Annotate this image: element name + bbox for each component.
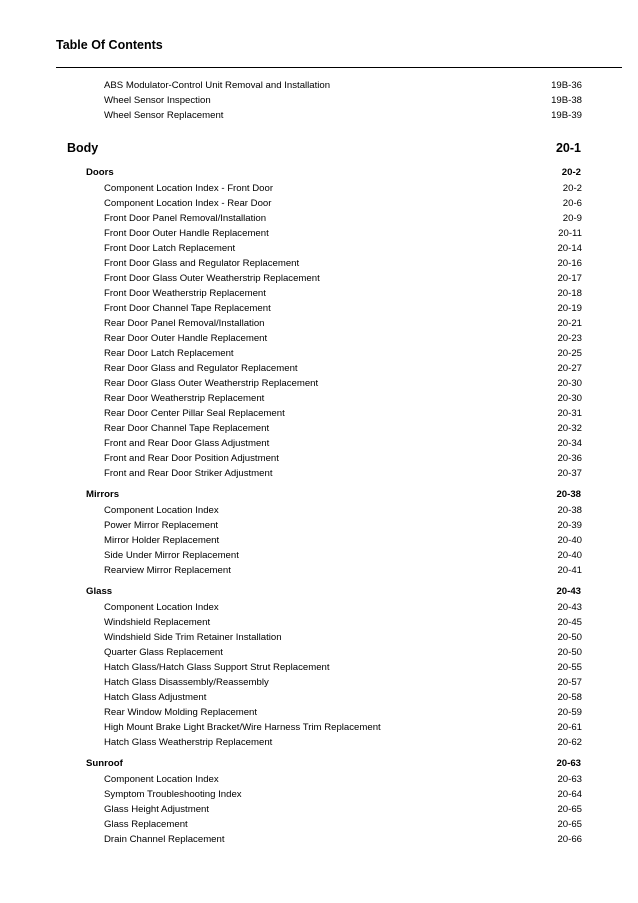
toc-entry-page-number: 20-21 — [557, 318, 582, 329]
toc-section-page-number: 20-43 — [556, 586, 581, 597]
toc-entry-label: Glass Height Adjustment — [104, 804, 210, 815]
toc-entry-page-number: 20-64 — [557, 789, 582, 800]
toc-entry-page-number: 20-2 — [562, 183, 582, 194]
toc-chapter-label: Body — [67, 141, 99, 155]
toc-entry-page-number: 20-30 — [557, 378, 582, 389]
toc-entry-page-number: 19B-39 — [551, 110, 582, 121]
toc-entry[interactable] — [0, 466, 582, 481]
title-divider — [56, 67, 622, 68]
toc-entry[interactable] — [0, 436, 582, 451]
toc-entry-label: Front and Rear Door Position Adjustment — [104, 453, 279, 464]
toc-entry[interactable] — [0, 346, 582, 361]
toc-entry[interactable] — [0, 286, 582, 301]
toc-entry-label: Rear Door Channel Tape Replacement — [104, 423, 270, 434]
toc-entry-label: Mirror Holder Replacement — [104, 535, 220, 546]
toc-entry-page-number: 20-9 — [562, 213, 582, 224]
toc-entry[interactable] — [0, 518, 582, 533]
toc-entry-label: Rear Door Center Pillar Seal Replacement — [104, 408, 285, 419]
toc-entry[interactable] — [0, 331, 582, 346]
toc-entry[interactable] — [0, 226, 582, 241]
toc-entry-page-number: 20-65 — [557, 804, 582, 815]
toc-entry-label: Rear Door Glass and Regulator Replacement — [104, 363, 298, 374]
toc-entry[interactable] — [0, 78, 582, 93]
toc-section-page-number: 20-38 — [556, 489, 581, 500]
table-of-contents — [0, 78, 638, 847]
toc-entry[interactable] — [0, 772, 582, 787]
toc-section[interactable] — [0, 487, 581, 503]
toc-entry-label: High Mount Brake Light Bracket/Wire Harness Trim Replacement — [104, 722, 381, 733]
toc-entry[interactable] — [0, 241, 582, 256]
toc-section-label: Mirrors — [86, 489, 120, 500]
toc-entry-label: Component Location Index — [104, 602, 219, 613]
toc-entry-page-number: 20-18 — [557, 288, 582, 299]
page-title: Table Of Contents — [56, 38, 163, 52]
toc-entry-page-number: 20-25 — [557, 348, 582, 359]
toc-entry[interactable] — [0, 615, 582, 630]
toc-entry-page-number: 20-30 — [557, 393, 582, 404]
toc-entry-page-number: 20-65 — [557, 819, 582, 830]
toc-entry[interactable] — [0, 376, 582, 391]
toc-entry-label: Front Door Panel Removal/Installation — [104, 213, 267, 224]
toc-entry-page-number: 20-38 — [557, 505, 582, 516]
toc-entry-page-number: 20-32 — [557, 423, 582, 434]
toc-section[interactable] — [0, 756, 581, 772]
toc-entry-label: Rear Door Weatherstrip Replacement — [104, 393, 265, 404]
toc-entry-label: Hatch Glass Weatherstrip Replacement — [104, 737, 273, 748]
toc-entry-label: Glass Replacement — [104, 819, 188, 830]
toc-entry[interactable] — [0, 361, 582, 376]
toc-section-page-number: 20-63 — [556, 758, 581, 769]
toc-entry-page-number: 20-17 — [557, 273, 582, 284]
toc-entry-label: Front Door Outer Handle Replacement — [104, 228, 269, 239]
toc-entry-page-number: 20-23 — [557, 333, 582, 344]
toc-entry[interactable] — [0, 600, 582, 615]
toc-entry-page-number: 20-62 — [557, 737, 582, 748]
toc-entry-page-number: 20-58 — [557, 692, 582, 703]
toc-entry-label: Component Location Index - Front Door — [104, 183, 274, 194]
toc-entry-label: Front Door Channel Tape Replacement — [104, 303, 271, 314]
toc-chapter[interactable] — [0, 137, 581, 159]
toc-entry-label: Hatch Glass Disassembly/Reassembly — [104, 677, 269, 688]
toc-entry-label: Front Door Glass and Regulator Replacement — [104, 258, 300, 269]
toc-entry-page-number: 20-43 — [557, 602, 582, 613]
toc-entry-page-number: 20-66 — [557, 834, 582, 845]
toc-entry-label: Front and Rear Door Glass Adjustment — [104, 438, 270, 449]
toc-entry-label: Drain Channel Replacement — [104, 834, 225, 845]
toc-entry-label: Power Mirror Replacement — [104, 520, 219, 531]
toc-entry-label: Hatch Glass/Hatch Glass Support Strut Replacement — [104, 662, 330, 673]
toc-entry-page-number: 20-63 — [557, 774, 582, 785]
toc-chapter-page-number: 20-1 — [555, 141, 581, 155]
toc-entry[interactable] — [0, 533, 582, 548]
toc-entry[interactable] — [0, 630, 582, 645]
toc-entry-page-number: 20-57 — [557, 677, 582, 688]
toc-section-label: Sunroof — [86, 758, 123, 769]
toc-entry-page-number: 19B-36 — [551, 80, 582, 91]
toc-entry[interactable] — [0, 817, 582, 832]
toc-entry-label: Rear Door Panel Removal/Installation — [104, 318, 265, 329]
toc-entry[interactable] — [0, 181, 582, 196]
toc-entry-label: Component Location Index — [104, 774, 219, 785]
toc-entry-label: Rearview Mirror Replacement — [104, 565, 231, 576]
toc-entry-page-number: 20-50 — [557, 632, 582, 643]
toc-entry-page-number: 20-45 — [557, 617, 582, 628]
toc-entry-label: ABS Modulator-Control Unit Removal and Installation — [104, 80, 331, 91]
toc-entry-label: Component Location Index - Rear Door — [104, 198, 272, 209]
toc-entry-label: Side Under Mirror Replacement — [104, 550, 239, 561]
toc-entry[interactable] — [0, 211, 582, 226]
toc-entry-label: Wheel Sensor Inspection — [104, 95, 211, 106]
toc-entry-label: Rear Window Molding Replacement — [104, 707, 258, 718]
toc-entry[interactable] — [0, 645, 582, 660]
toc-entry-page-number: 20-19 — [557, 303, 582, 314]
toc-entry[interactable] — [0, 705, 582, 720]
toc-entry-page-number: 20-16 — [557, 258, 582, 269]
toc-entry-page-number: 20-39 — [557, 520, 582, 531]
toc-entry-page-number: 20-50 — [557, 647, 582, 658]
toc-entry-label: Symptom Troubleshooting Index — [104, 789, 242, 800]
toc-entry-page-number: 20-40 — [557, 550, 582, 561]
toc-entry-label: Rear Door Outer Handle Replacement — [104, 333, 268, 344]
toc-entry-label: Front Door Latch Replacement — [104, 243, 236, 254]
toc-entry-page-number: 20-41 — [557, 565, 582, 576]
toc-section-label: Glass — [86, 586, 113, 597]
toc-entry-page-number: 20-31 — [557, 408, 582, 419]
toc-entry-page-number: 20-40 — [557, 535, 582, 546]
toc-entry-page-number: 20-11 — [558, 228, 582, 239]
toc-entry[interactable] — [0, 675, 582, 690]
toc-entry[interactable] — [0, 301, 582, 316]
toc-section[interactable] — [0, 584, 581, 600]
toc-entry[interactable] — [0, 391, 582, 406]
toc-entry-page-number: 20-61 — [557, 722, 582, 733]
toc-entry-page-number: 20-59 — [557, 707, 582, 718]
toc-entry-label: Component Location Index — [104, 505, 219, 516]
toc-entry-label: Front and Rear Door Striker Adjustment — [104, 468, 273, 479]
toc-entry[interactable] — [0, 406, 582, 421]
toc-entry-page-number: 20-27 — [557, 363, 582, 374]
toc-entry-page-number: 20-37 — [557, 468, 582, 479]
toc-entry[interactable] — [0, 451, 582, 466]
toc-entry[interactable] — [0, 503, 582, 518]
toc-section-page-number: 20-2 — [561, 167, 581, 178]
toc-entry[interactable] — [0, 735, 582, 750]
toc-section-label: Doors — [86, 167, 114, 178]
toc-entry-label: Hatch Glass Adjustment — [104, 692, 207, 703]
toc-entry[interactable] — [0, 271, 582, 286]
toc-entry-label: Rear Door Glass Outer Weatherstrip Replacement — [104, 378, 319, 389]
toc-entry-label: Front Door Weatherstrip Replacement — [104, 288, 266, 299]
toc-entry[interactable] — [0, 108, 582, 123]
toc-entry-label: Quarter Glass Replacement — [104, 647, 223, 658]
toc-entry-label: Rear Door Latch Replacement — [104, 348, 234, 359]
toc-entry-label: Front Door Glass Outer Weatherstrip Replacement — [104, 273, 320, 284]
toc-entry[interactable] — [0, 563, 582, 578]
toc-entry[interactable] — [0, 787, 582, 802]
toc-entry[interactable] — [0, 720, 582, 735]
toc-entry-page-number: 20-55 — [557, 662, 582, 673]
toc-section[interactable] — [0, 165, 581, 181]
toc-entry[interactable] — [0, 256, 582, 271]
toc-entry[interactable] — [0, 660, 582, 675]
toc-entry[interactable] — [0, 421, 582, 436]
toc-entry[interactable] — [0, 802, 582, 817]
toc-entry-page-number: 19B-38 — [551, 95, 582, 106]
toc-entry[interactable] — [0, 690, 582, 705]
toc-entry-page-number: 20-6 — [562, 198, 582, 209]
toc-entry-page-number: 20-36 — [557, 453, 582, 464]
toc-entry[interactable] — [0, 548, 582, 563]
toc-entry-label: Windshield Side Trim Retainer Installation — [104, 632, 282, 643]
toc-entry[interactable] — [0, 93, 582, 108]
toc-entry[interactable] — [0, 196, 582, 211]
toc-entry-page-number: 20-34 — [557, 438, 582, 449]
toc-entry-label: Windshield Replacement — [104, 617, 211, 628]
toc-entry-page-number: 20-14 — [557, 243, 582, 254]
toc-entry-label: Wheel Sensor Replacement — [104, 110, 224, 121]
toc-entry[interactable] — [0, 316, 582, 331]
toc-entry[interactable] — [0, 832, 582, 847]
